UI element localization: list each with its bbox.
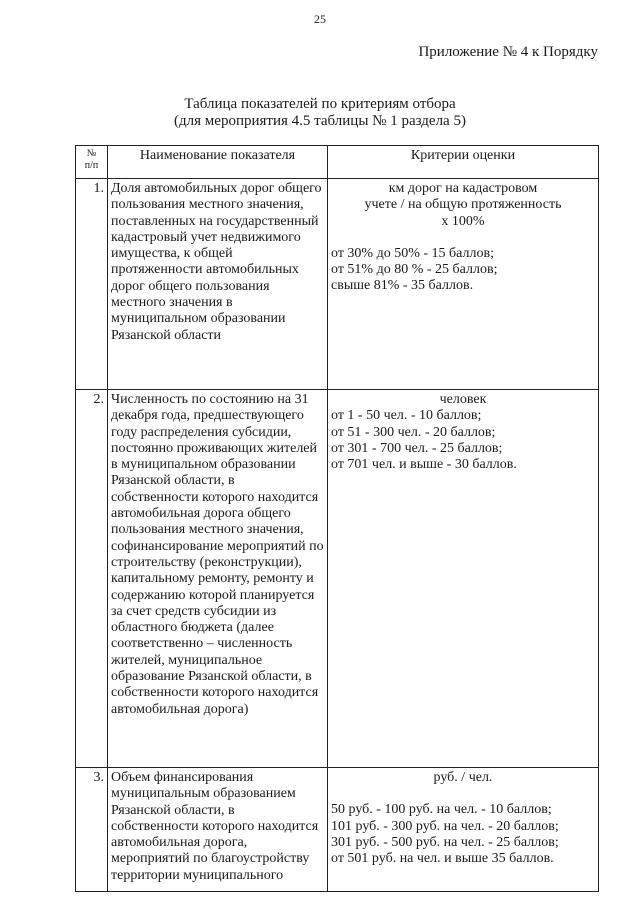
indicator-name: Численность по состоянию на 31 декабря года, предшествующего году распределения субсидии, постоянно проживающих жителей в муниципальном образовании Рязанской области, в собственности которого находится автомобильная дорога общего пользования местного значения, софинансирование мероприятий по строительству (реконструкции), капитальному ремонту, ремонту и содержанию которой планируется за счет средств субсидии из областного бюджета (далее соответственно – численность жителей, муниципальное образование Рязанской области, в собственности которого находится автомобильная дорога)	[108, 390, 328, 768]
table-row	[76, 768, 599, 892]
score-line: 101 руб. - 300 руб. на чел. - 20 баллов;	[331, 818, 559, 834]
score-line: от 301 - 700 чел. - 25 баллов;	[331, 440, 503, 456]
table-row	[76, 390, 599, 768]
row-number: 3.	[76, 768, 108, 892]
score-line: от 1 - 50 чел. - 10 баллов;	[331, 408, 482, 424]
header-criteria: Критерии оценки	[328, 146, 599, 179]
table-title	[0, 96, 640, 130]
unit-line: учете / на общую протяженность	[364, 197, 562, 213]
score-line: от 51% до 80 % - 25 баллов;	[331, 262, 498, 278]
page-number: 25	[314, 12, 326, 26]
title-line-2: (для мероприятия 4.5 таблицы № 1 раздела 5)	[174, 113, 466, 129]
header-number	[76, 146, 108, 179]
table-header-row	[76, 146, 599, 179]
indicator-name: Объем финансирования муниципальным образованием Рязанской области, в собственности которого находится автомобильная дорога, мероприятий по благоустройству территории муниципального	[108, 768, 328, 892]
score-line: от 701 чел. и выше - 30 баллов.	[331, 457, 517, 473]
criteria-table	[75, 145, 599, 892]
score-line: 50 руб. - 100 руб. на чел. - 10 баллов;	[331, 802, 552, 818]
row-number: 1.	[76, 179, 108, 390]
score-line: свыше 81% - 35 баллов.	[331, 278, 474, 294]
unit-line: руб. / чел.	[433, 770, 493, 785]
table-row	[76, 179, 599, 390]
appendix-label: Приложение № 4 к Порядку	[418, 44, 598, 60]
unit-line: км дорог на кадастровом	[388, 181, 538, 196]
indicator-name: Доля автомобильных дорог общего пользования местного значения, поставленных на государственный кадастровый учет недвижимого имущества, к общей протяженности автомобильных дорог общего пользования местного значения в муниципальном образовании Рязанской области	[108, 179, 328, 390]
score-line: от 30% до 50% - 15 баллов;	[331, 245, 494, 261]
criteria-cell	[328, 390, 599, 768]
unit-line: человек	[439, 392, 487, 407]
score-line: от 501 руб. на чел. и выше 35 баллов.	[331, 851, 554, 867]
score-line: от 51 - 300 чел. - 20 баллов;	[331, 424, 496, 440]
header-indicator-name: Наименование показателя	[108, 146, 328, 179]
title-line-1: Таблица показателей по критериям отбора	[184, 96, 456, 112]
criteria-cell	[328, 768, 599, 892]
row-number: 2.	[76, 390, 108, 768]
header-number-line2: п/п	[84, 160, 99, 171]
header-number-line1: №	[86, 148, 97, 159]
criteria-cell	[328, 179, 599, 390]
unit-line: х 100%	[441, 213, 485, 229]
score-line: 301 руб. - 500 руб. на чел. - 25 баллов;	[331, 834, 559, 850]
